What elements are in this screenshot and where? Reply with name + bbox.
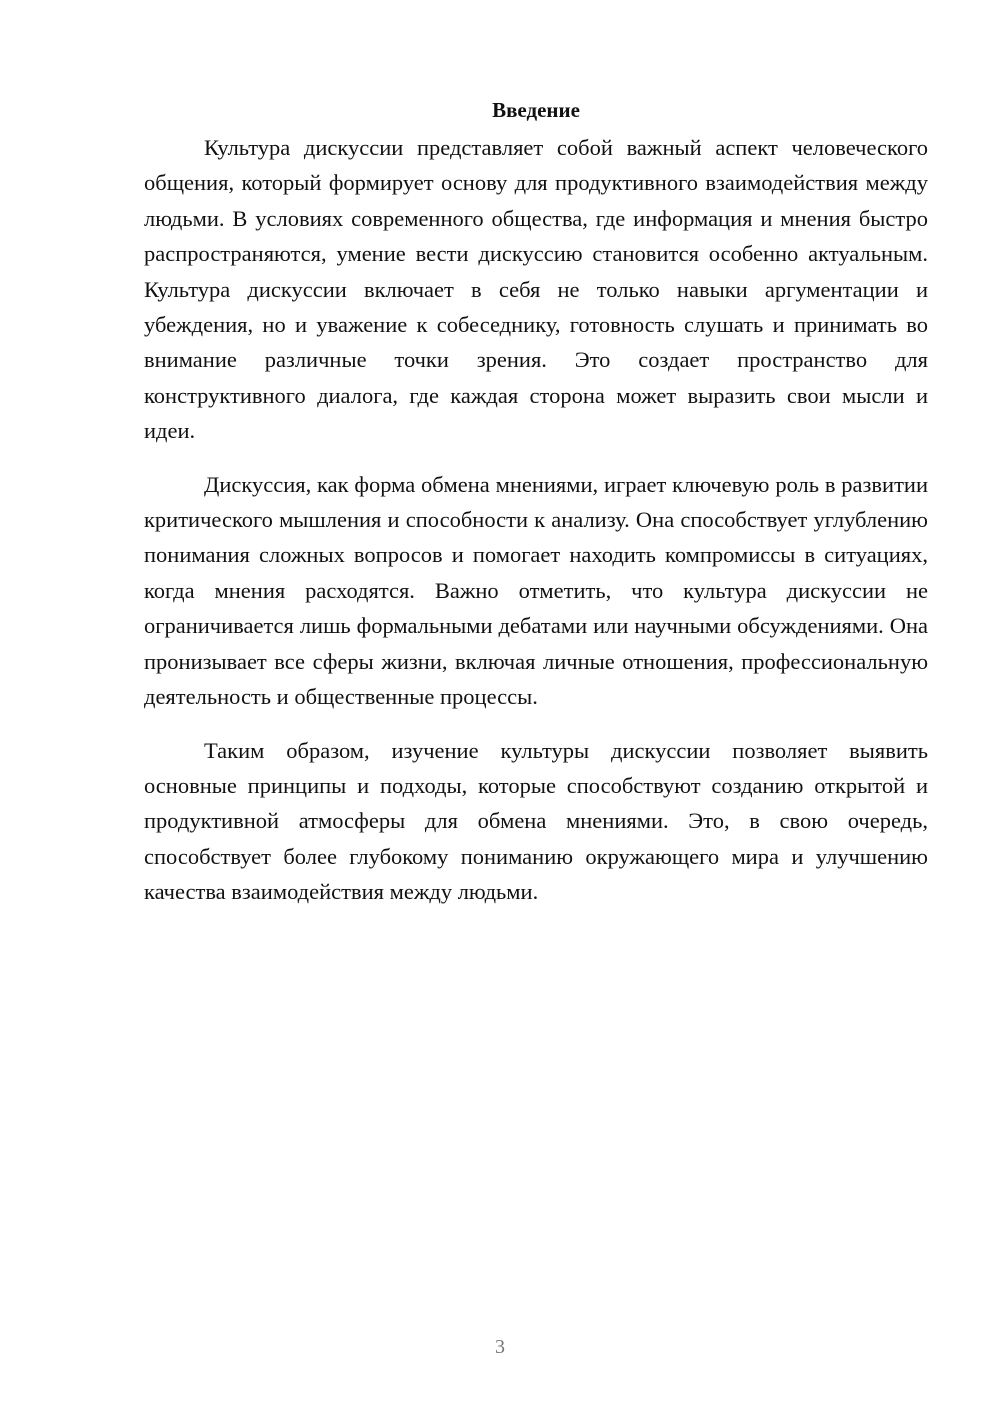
paragraph-1: Культура дискуссии представляет собой важный аспект человеческого общения, который формирует основу для продуктивного взаимодействия между людьми. В условиях современного общества, где информация и мнения быстро распространяются, умение вести дискуссию становится особенно актуальным. Культура дискуссии включает в себя не только навыки аргументации и убеждения, но и уважение к собеседнику, готовность слушать и принимать во внимание различные точки зрения. Это создает пространство для конструктивного диалога, где каждая сторона может выразить свои мысли и идеи. [144,135,928,444]
paragraph-3: Таким образом, изучение культуры дискуссии позволяет выявить основные принципы и подходы, которые способствуют созданию открытой и продуктивной атмосферы для обмена мнениями. Это, в свою очередь, способствует более глубокому пониманию окружающего мира и улучшению качества взаимодействия между людьми. [144,737,928,905]
page-number: 3 [495,1336,505,1358]
page-content [144,92,928,928]
paragraph-2: Дискуссия, как форма обмена мнениями, играет ключевую роль в развитии критического мышления и способности к анализу. Она способствует углублению понимания сложных вопросов и помогает находить компромиссы в ситуациях, когда мнения расходятся. Важно отметить, что культура дискуссии не ограничивается лишь формальными дебатами или научными обсуждениями. Она пронизывает все сферы жизни, включая личные отношения, профессиональную деятельность и общественные процессы. [144,471,928,710]
section-heading: Введение [492,98,580,122]
